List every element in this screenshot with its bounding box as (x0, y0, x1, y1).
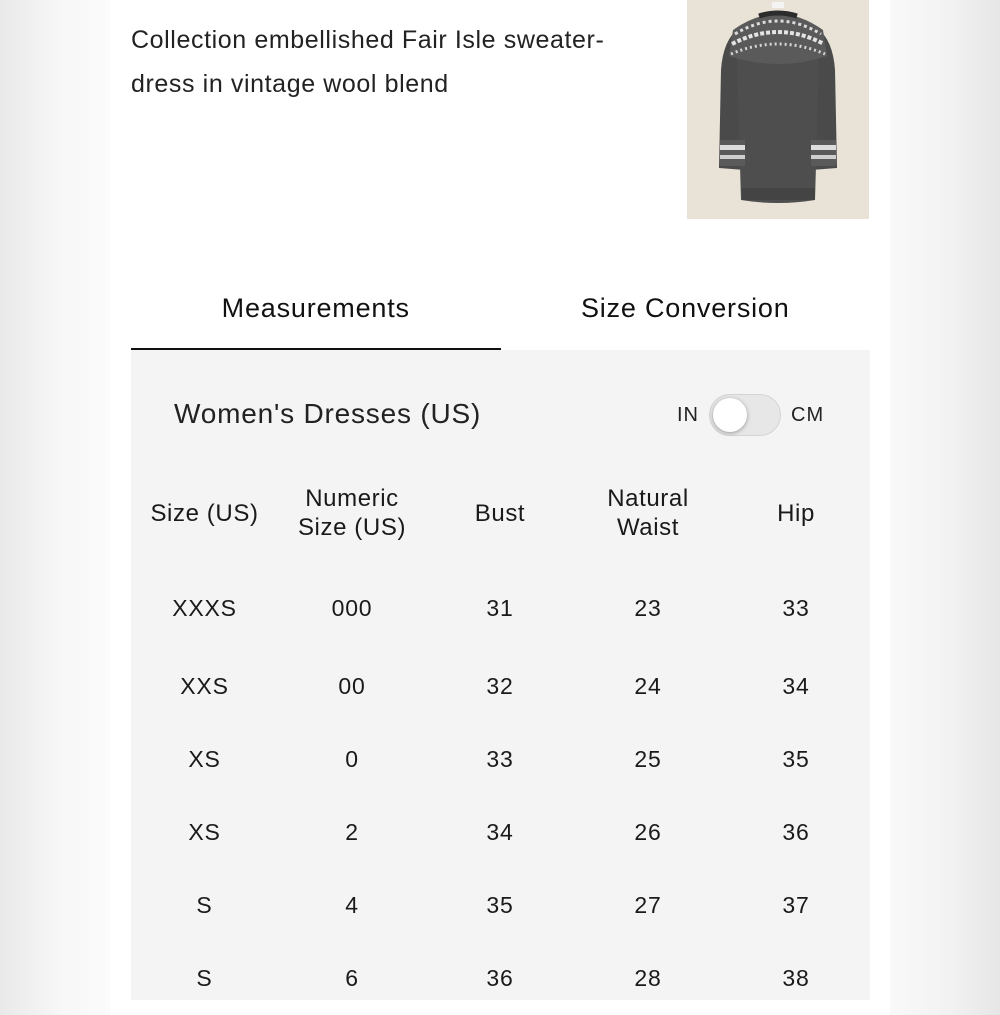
size-guide-tabs (131, 285, 870, 352)
cell-size: XS (188, 819, 221, 845)
header-size-us: Size (US) (150, 499, 259, 527)
cell-numeric-size: 2 (345, 819, 359, 845)
cell-hip: 34 (782, 673, 810, 699)
table-row (131, 796, 870, 869)
header-bust: Bust (474, 499, 526, 527)
cell-hip: 35 (782, 746, 810, 772)
cell-natural-waist: 25 (634, 746, 662, 772)
table-header-row (131, 472, 870, 554)
cell-natural-waist: 26 (634, 819, 662, 845)
cell-natural-waist: 24 (634, 673, 662, 699)
size-table (131, 472, 870, 1015)
tab-measurements[interactable]: Measurements (131, 285, 501, 350)
table-row (131, 723, 870, 796)
cell-size: S (196, 965, 213, 991)
header-natural-waist (574, 472, 722, 554)
table-row (131, 869, 870, 942)
table-row (131, 650, 870, 723)
cell-bust: 36 (486, 965, 514, 991)
cell-bust: 33 (486, 746, 514, 772)
cell-size: XXS (180, 673, 229, 699)
unit-switch[interactable] (709, 394, 781, 436)
cell-numeric-size: 4 (345, 892, 359, 918)
cell-size: XXXS (172, 594, 237, 621)
cell-bust: 31 (486, 594, 514, 621)
tab-size-conversion[interactable]: Size Conversion (580, 293, 790, 323)
cell-hip: 37 (782, 892, 810, 918)
cell-numeric-size: 00 (338, 673, 366, 699)
product-image (687, 0, 869, 219)
measurements-panel (131, 350, 870, 1000)
cell-bust: 35 (486, 892, 514, 918)
header-numeric-size-text: Numeric Size (US) (297, 485, 407, 541)
cell-bust: 34 (486, 819, 514, 845)
unit-toggle (677, 392, 824, 438)
switch-knob (713, 398, 747, 432)
cell-natural-waist: 23 (634, 594, 662, 621)
product-title: Collection embellished Fair Isle sweater-dress in vintage wool blend (131, 26, 605, 98)
cell-hip: 38 (782, 965, 810, 991)
cell-natural-waist: 27 (634, 892, 662, 918)
cell-numeric-size: 6 (345, 965, 359, 991)
size-guide-page (110, 0, 890, 1000)
table-row (131, 942, 870, 1015)
cell-hip: 33 (782, 594, 810, 621)
unit-label-cm: CM (791, 403, 825, 426)
cell-hip: 36 (782, 819, 810, 845)
cell-bust: 32 (486, 673, 514, 699)
table-row (131, 554, 870, 650)
unit-label-in: IN (677, 403, 699, 426)
cell-size: S (196, 892, 213, 918)
header-numeric-size (278, 472, 426, 554)
cell-size: XS (188, 746, 221, 772)
cell-numeric-size: 000 (331, 594, 373, 621)
cell-natural-waist: 28 (634, 965, 662, 991)
header-hip: Hip (777, 499, 815, 527)
header-natural-waist-text: Natural Waist (607, 485, 689, 541)
cell-numeric-size: 0 (345, 746, 359, 772)
section-title: Women's Dresses (US) (174, 398, 482, 429)
